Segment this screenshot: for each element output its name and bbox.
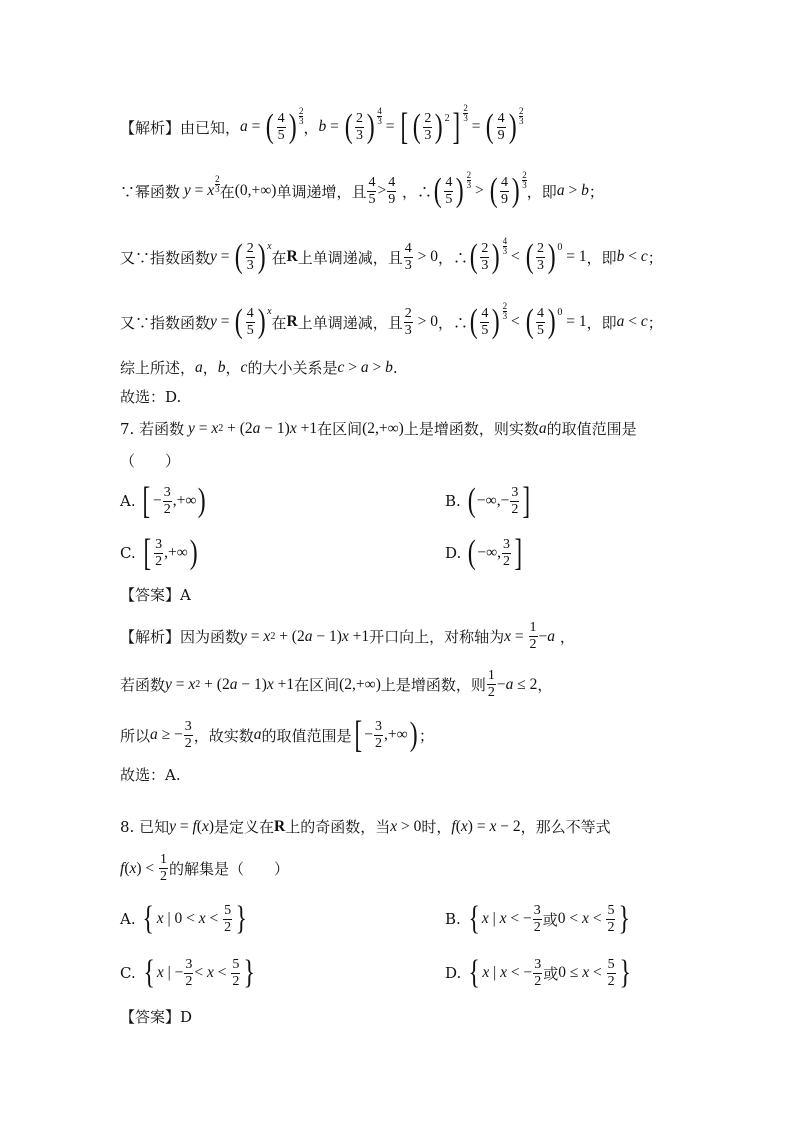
q7-analysis-line1: 【解析】 因为函数 y = x 2 + (2 a − 1) x +1 开口向上，对称轴为 x = $\frac{1}{2}$ − a ， — [120, 620, 575, 652]
analysis6-line2: ∵幂函数 y = x 2 3 在 (0,+∞) 单调递增，且 $\frac{4}{5}$ > $\frac{4}{9}$ ，∴ ( $\frac{4}{5}$ ) 2 3 > ( $\frac{4}{9}$ ) 2 3 ，即 a > b ； — [120, 169, 604, 209]
q7-stem: 7. 若函数 y = x 2 + (2 a − 1) x +1 在区间 (2,+∞) 上是增函数，则实数 a 的取值范围是 — [120, 419, 637, 438]
q8-answer: 【答案】 D — [120, 1007, 193, 1026]
q8-option-d[interactable]: D. { x | x < − $\frac{3}{2}$ 或 0 ≤ x < $\frac{5}{2}$ } — [445, 954, 631, 991]
q8-option-b[interactable]: B. { x | x < − $\frac{3}{2}$ 或 0 < x < $\frac{5}{2}$ } — [445, 900, 631, 937]
q7-answer: 【答案】 A — [120, 585, 191, 604]
q7-option-a[interactable]: A. [ − $\frac{3}{2}$ ,+∞ ) — [120, 480, 207, 522]
q8-option-c[interactable]: C. { x | − $\frac{3}{2}$ < x < $\frac{5}{2}$ } — [120, 954, 256, 991]
q8-stem: 8. 已知 y = f ( x ) 是定义在 R 上的奇函数，当 x > 0 时， f ( x ) = x − 2 ，那么不等式 — [120, 817, 611, 836]
q7-option-d[interactable]: D. ( −∞, $\frac{3}{2}$ ] — [445, 532, 523, 574]
q7-option-c[interactable]: C. [ $\frac{3}{2}$ ,+∞ ) — [120, 532, 198, 574]
analysis6-line4: 又∵指数函数 y = ( $\frac{4}{5}$ ) x 在 R 上单调递减，且 $\frac{2}{3}$ > 0 ，∴ ( $\frac{4}{5}$ ) 2 3 < ( $\frac{4}{5}$ ) 0 = 1 ，即 a < c ； — [120, 300, 663, 340]
analysis6-line1: 【解析】 由已知， a = ( $\frac{4}{5}$ ) 2 3 ， b = ( $\frac{2}{3}$ ) $\frac{4}{3}$ = [ ( $\frac{2}{3}$ ) 2 ] $\frac{2}{3}$ = ( $\frac{4}{9}$ ) 2 3 — [120, 102, 524, 148]
q7-analysis-line3: 所以 a ≥ − $\frac{3}{2}$ ，故实数 a 的取值范围是 [ − $\frac{3}{2}$ ,+∞ ) ； — [120, 714, 434, 756]
analysis6-conclusion: 故选：D. — [120, 388, 182, 406]
analysis6-summary: 综上所述， a ， b ， c 的大小关系是 c > a > b . — [120, 358, 398, 377]
q8-stem-line2: f ( x ) < $\frac{1}{2}$ 的解集是（ ） — [120, 852, 290, 884]
analysis-label: 【解析】 — [120, 118, 181, 137]
q8-option-a[interactable]: A. { x | 0 < x < $\frac{5}{2}$ } — [120, 900, 247, 937]
q7-analysis-line2: 若函数 y = x 2 + (2 a − 1) x +1 在区间 (2,+∞) 上是增函数，则 $\frac{1}{2}$ − a ≤ 2 ， — [120, 668, 553, 700]
q7-blank: （ ） — [120, 452, 181, 470]
q7-option-b[interactable]: B. ( −∞,− $\frac{3}{2}$ ] — [445, 480, 531, 522]
q7-conclusion: 故选：A. — [120, 766, 181, 784]
analysis6-line3: 又∵指数函数 y = ( $\frac{2}{3}$ ) x 在 R 上单调递减，且 $\frac{4}{3}$ > 0 ，∴ ( $\frac{2}{3}$ ) 4 3 < ( $\frac{2}{3}$ ) 0 = 1 ，即 b < c ； — [120, 235, 663, 275]
